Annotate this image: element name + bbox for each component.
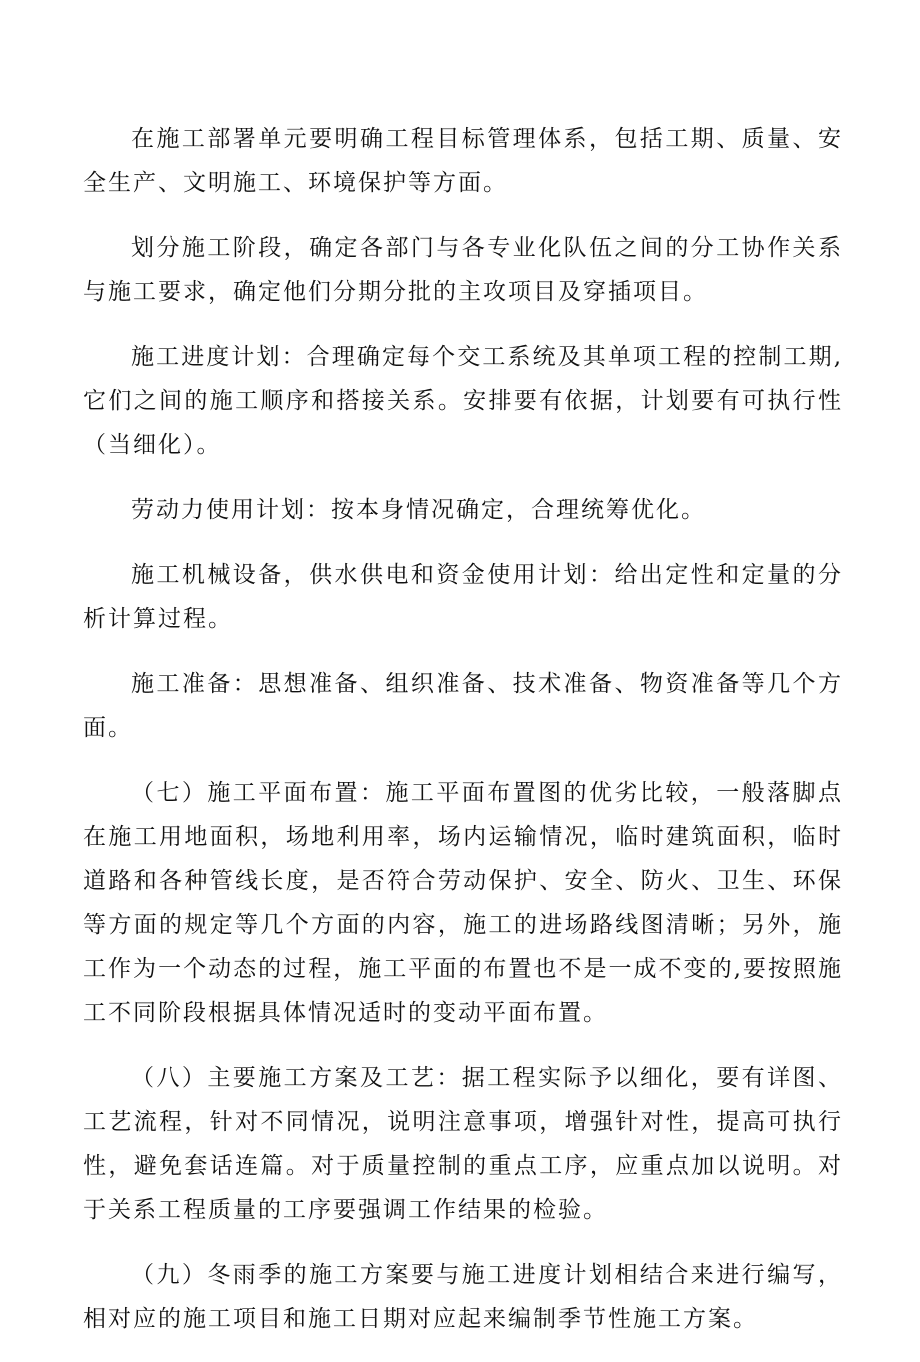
paragraph-preparation: 施工准备：思想准备、组织准备、技术准备、物资准备等几个方面。	[83, 671, 843, 741]
paragraph-schedule-plan: 施工进度计划：合理确定每个交工系统及其单项工程的控制工期,它们之间的施工顺序和搭接关系。安排要有依据，计划要有可执行性（当细化）。	[83, 344, 843, 458]
paragraph-equipment-plan: 施工机械设备，供水供电和资金使用计划：给出定性和定量的分析计算过程。	[83, 562, 843, 632]
paragraph-construction-methods: （八）主要施工方案及工艺：据工程实际予以细化，要有详图、工艺流程，针对不同情况，说明注意事项，增强针对性，提高可执行性，避免套话连篇。对于质量控制的重点工序，应重点加以说明。对于关系工程质量的工序要强调工作结果的检验。	[83, 1065, 843, 1223]
document-body	[83, 117, 843, 1362]
paragraph-construction-stages: 划分施工阶段，确定各部门与各专业化队伍之间的分工协作关系与施工要求，确定他们分期分批的主攻项目及穿插项目。	[83, 235, 843, 305]
paragraph-site-layout: （七）施工平面布置：施工平面布置图的优劣比较，一般落脚点在施工用地面积，场地利用率，场内运输情况，临时建筑面积，临时道路和各种管线长度，是否符合劳动保护、安全、防火、卫生、环保等方面的规定等几个方面的内容，施工的进场路线图清晰；另外，施工作为一个动态的过程，施工平面的布置也不是一成不变的,要按照施工不同阶段根据具体情况适时的变动平面布置。	[83, 780, 843, 1026]
paragraph-labor-plan: 劳动力使用计划：按本身情况确定，合理统筹优化。	[131, 497, 706, 523]
paragraph-target-management: 在施工部署单元要明确工程目标管理体系，包括工期、质量、安全生产、文明施工、环境保护等方面。	[83, 126, 843, 196]
paragraph-seasonal-plan: （九）冬雨季的施工方案要与施工进度计划相结合来进行编写，相对应的施工项目和施工日期对应起来编制季节性施工方案。	[83, 1262, 843, 1332]
